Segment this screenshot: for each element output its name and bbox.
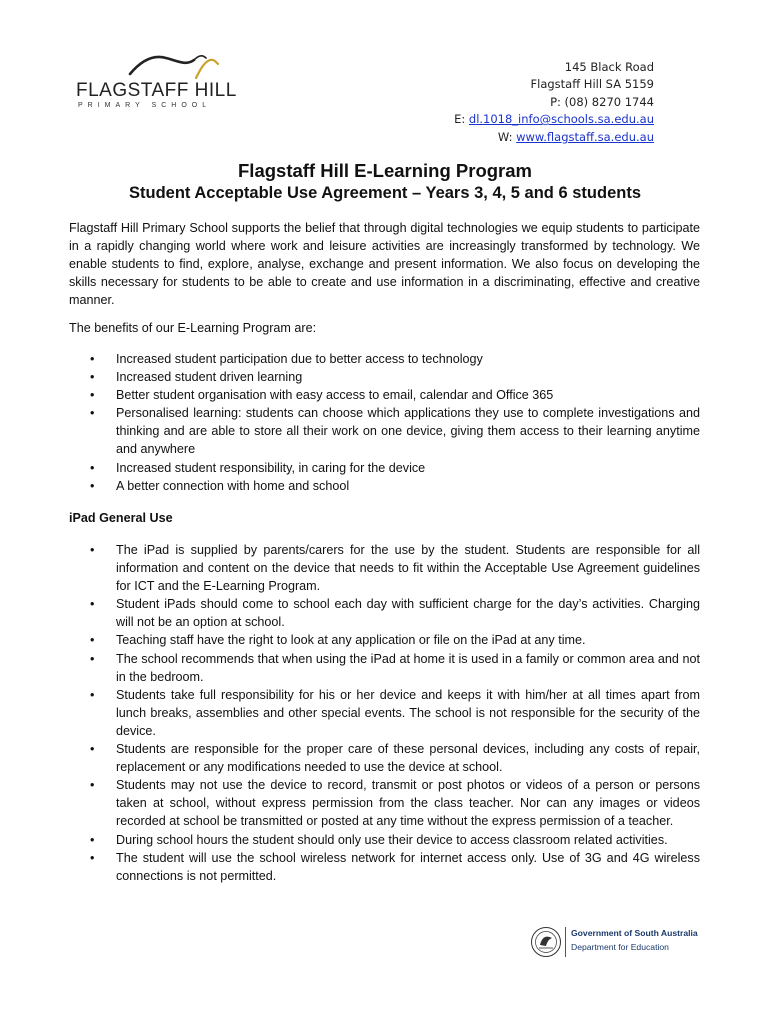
bullet-icon: • [90, 651, 95, 666]
list-item [69, 631, 700, 649]
rule-text: The student will use the school wireless network for internet access only. Use of 3G and 4G wireless connections is not permitted. [116, 850, 700, 883]
list-item [69, 368, 700, 386]
swoosh-logo-icon [126, 52, 246, 82]
state-crest-icon [530, 925, 562, 959]
list-item [69, 386, 700, 404]
bullet-icon: • [90, 850, 95, 865]
list-item [69, 740, 700, 776]
document-title: Flagstaff Hill E-Learning Program [238, 160, 532, 181]
benefits-list [69, 350, 700, 495]
address-email-line [454, 111, 654, 128]
logo-school-subtitle: PRIMARY SCHOOL [78, 102, 212, 109]
ipad-section-heading: iPad General Use [69, 511, 173, 525]
list-item [69, 404, 700, 458]
bullet-icon: • [90, 543, 95, 557]
list-item [69, 831, 700, 849]
bullet-icon: • [90, 460, 95, 475]
benefit-text: Better student organisation with easy access to email, calendar and Office 365 [116, 388, 554, 403]
rule-text: Students may not use the device to record, transmit or post photos or videos of a person or persons taken at school, without express permission from the class teacher. Nor can any images or videos recorded at school be transmitted or posted at any time without the express permission of a teacher. [116, 778, 700, 829]
bullet-icon: • [90, 778, 95, 793]
address-phone: P: (08) 8270 1744 [550, 94, 654, 109]
logo-school-name: FLAGSTAFF HILL [76, 80, 237, 101]
government-name: Government of South Australia [571, 928, 698, 938]
intro-paragraph: Flagstaff Hill Primary School supports the belief that through digital technologies we equip students to participate in a rapidly changing world where work and leisure activities are increasingly transformed by technology. We enable students to find, explore, analyse, exchange and present information. We also focus on developing the skills necessary for students to be able to create and use information in a discriminating, effective and creative manner. [69, 221, 700, 308]
bullet-icon: • [90, 478, 95, 493]
web-label: W: [497, 129, 517, 144]
list-item [69, 477, 700, 495]
list-item [69, 650, 700, 686]
document-subtitle: Student Acceptable Use Agreement – Years 3, 4, 5 and 6 students [129, 184, 641, 202]
benefits-lead: The benefits of our E-Learning Program are: [69, 321, 317, 335]
logo-divider [565, 927, 566, 957]
department-name: Department for Education [571, 942, 669, 952]
bullet-icon: • [90, 597, 95, 612]
school-address [454, 59, 654, 146]
list-item [69, 776, 700, 830]
rule-text: Student iPads should come to school each day with sufficient charge for the day’s activities. Charging will not be an option at school. [116, 597, 700, 630]
benefit-text: A better connection with home and school [116, 478, 350, 493]
rule-text: During school hours the student should only use their device to access classroom related activities. [116, 832, 668, 847]
email-label: E: [454, 112, 469, 127]
school-logo [76, 52, 246, 122]
bullet-icon: • [90, 742, 95, 757]
address-street: 145 Black Road [564, 60, 654, 74]
website-link[interactable]: www.flagstaff.sa.edu.au [516, 129, 654, 144]
bullet-icon: • [90, 352, 95, 366]
bullet-icon: • [90, 633, 95, 648]
benefit-text: Personalised learning: students can choose which applications they use to complete investigations and thinking and are able to store all their work on one device, giving them access to their learning anytime and anywhere [116, 406, 700, 457]
list-item [69, 350, 700, 368]
rule-text: The iPad is supplied by parents/carers for the use by the student. Students are responsible for all information and content on the device that needs to fit within the Acceptable Use Agreement guidelines for ICT and the E-Learning Program. [116, 543, 700, 594]
list-item [69, 459, 700, 477]
benefit-text: Increased student participation due to better access to technology [116, 352, 483, 366]
list-item [69, 541, 700, 595]
email-link[interactable]: dl.1018_info@schools.sa.edu.au [468, 112, 654, 127]
government-logo [530, 924, 700, 964]
list-item [69, 686, 700, 740]
list-item [69, 849, 700, 885]
benefit-text: Increased student responsibility, in caring for the device [116, 460, 426, 475]
list-item [69, 595, 700, 631]
address-suburb: Flagstaff Hill SA 5159 [530, 77, 654, 92]
bullet-icon: • [90, 406, 95, 421]
rule-text: The school recommends that when using the iPad at home it is used in a family or common area and not in the bedroom. [116, 651, 700, 684]
benefit-text: Increased student driven learning [116, 370, 303, 385]
address-web-line [454, 129, 654, 146]
rule-text: Teaching staff have the right to look at any application or file on the iPad at any time. [116, 633, 586, 648]
rule-text: Students are responsible for the proper care of these personal devices, including any costs of repair, replacement or any modifications needed to use the device at school. [116, 742, 700, 775]
bullet-icon: • [90, 687, 95, 702]
bullet-icon: • [90, 832, 95, 847]
bullet-icon: • [90, 370, 95, 385]
rule-text: Students take full responsibility for his or her device and keeps it with him/her at all times apart from lunch breaks, assemblies and other special events. The school is not responsible for the security of the device. [116, 687, 700, 738]
ipad-rules-list [69, 541, 700, 885]
bullet-icon: • [90, 388, 95, 403]
